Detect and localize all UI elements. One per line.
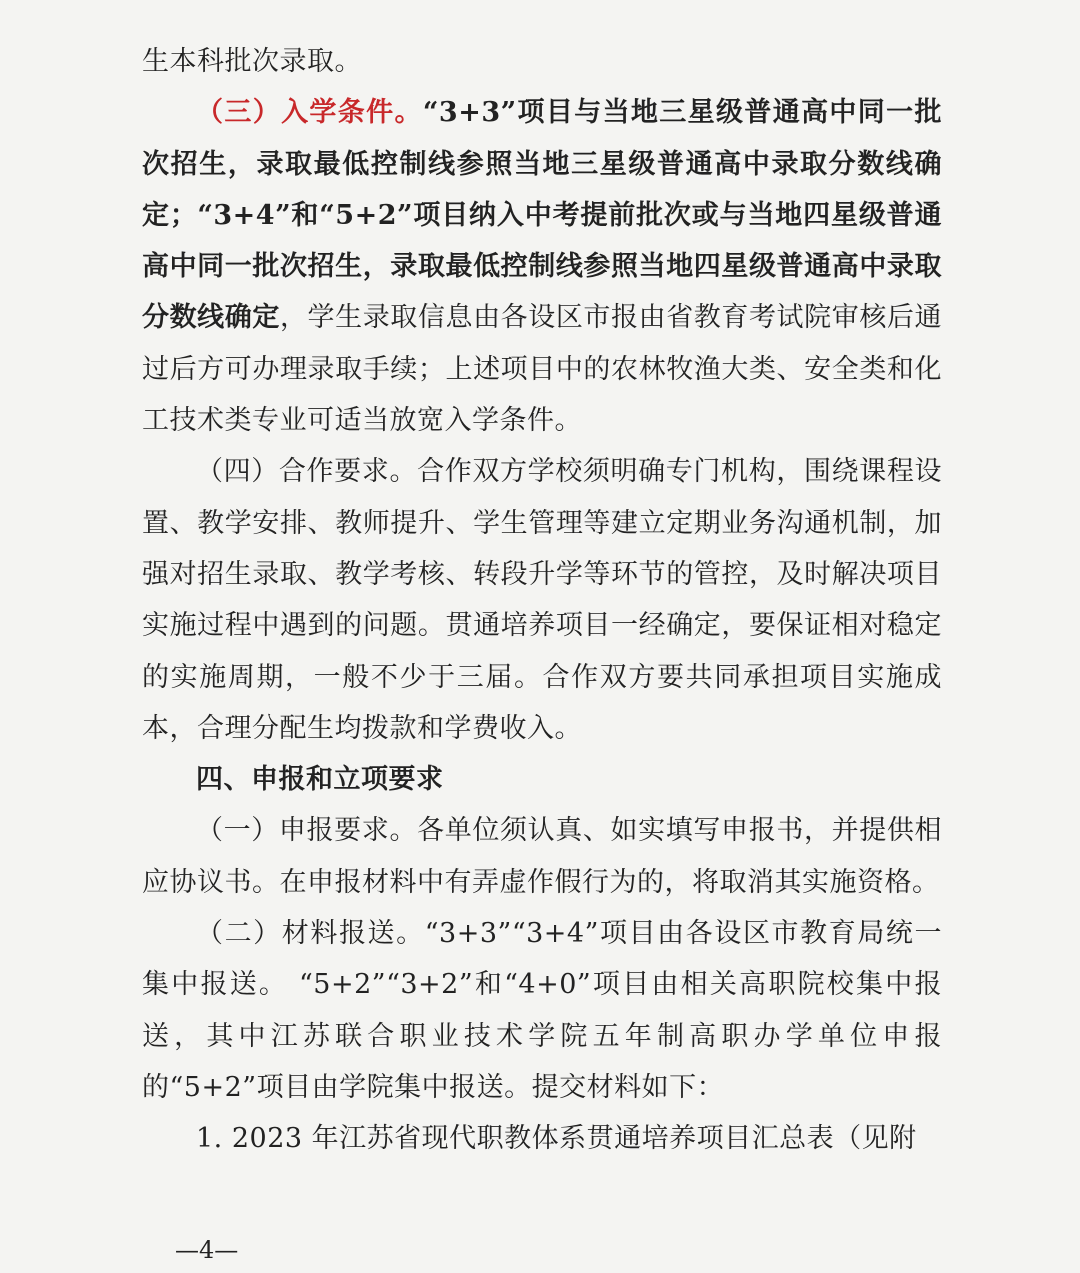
section-entry-conditions-bold-text: “3+3”项目与当地三星级普通高中同一批次招生，录取最低控制线参照当地三星级普通高中录取分数线确定；“3+4”和“5+2”项目纳入中考提前批次或与当地四星级普通高中同一批次招生，录取最低控制线参照当地四星级普通高中录取分数线确定 — [142, 97, 943, 334]
section-application-title: （一）申报要求。 — [196, 815, 418, 847]
intro-line: 生本科批次录取。 — [142, 46, 362, 77]
page-number: —4— — [175, 1236, 239, 1264]
section-material-submission — [142, 908, 942, 1113]
chapter-heading: 四、申报和立项要求 — [196, 764, 444, 796]
section-entry-conditions-text: ，学生录取信息由各设区市报由省教育考试院审核后通过后方可办理录取手续；上述项目中的农林牧渔大类、安全类和化工技术类专业可适当放宽入学条件。 — [142, 302, 943, 437]
section-application-text: 各单位须认真、如实填写申报书，并提供相应协议书。在申报材料中有弄虚作假行为的，将取消其实施资格。 — [142, 815, 943, 898]
section-entry-conditions — [142, 87, 942, 446]
section-material-text: “3+3”“3+4”项目由各设区市教育局统一集中报送。 “5+2”“3+2”和“4+0”项目由相关高职院校集中报送，其中江苏联合职业技术学院五年制高职办学单位申报的“5+2”项目由学院集中报送。提交材料如下： — [142, 918, 943, 1103]
section-material-title: （二）材料报送。 — [196, 918, 425, 950]
document-body — [142, 36, 942, 1165]
section-cooperation-text: 合作双方学校须明确专门机构，围绕课程设置、教学安排、教师提升、学生管理等建立定期业务沟通机制，加强对招生录取、教学考核、转段升学等环节的管控，及时解决项目实施过程中遇到的问题。贯通培养项目一经确定，要保证相对稳定的实施周期，一般不少于三届。合作双方要共同承担项目实施成本，合理分配生均拨款和学费收入。 — [142, 456, 943, 744]
list-item: 1. 2023 年江苏省现代职教体系贯通培养项目汇总表（见附 — [196, 1123, 917, 1155]
section-entry-conditions-title: （三）入学条件。 — [196, 97, 423, 129]
section-application-requirements — [142, 805, 942, 908]
section-cooperation-requirements — [142, 446, 942, 754]
section-cooperation-title: （四）合作要求。 — [196, 456, 418, 488]
